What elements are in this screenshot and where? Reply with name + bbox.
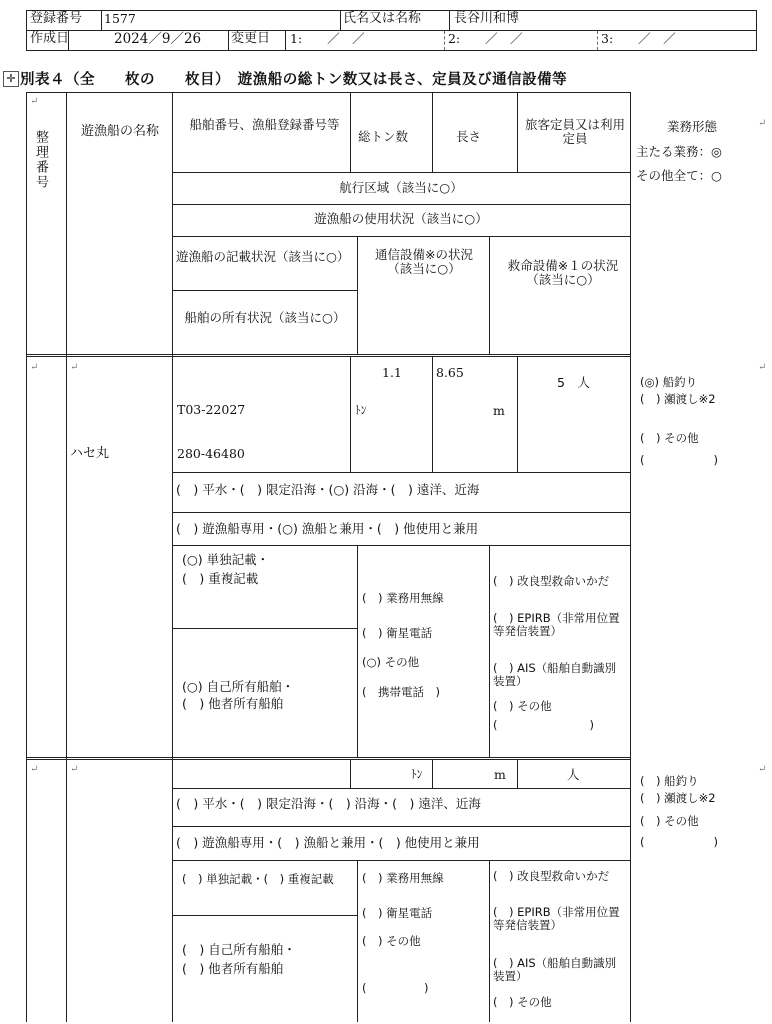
r1-own-other: ( ) 他者所有船舶 xyxy=(182,696,284,711)
r2-record: ( ) 単独記載・( ) 重複記載 xyxy=(182,872,334,886)
r2-res-epirb: ( ) EPIRB（非常用位置等発信装置） xyxy=(493,905,620,933)
r2-res-raft: ( ) 改良型救命いかだ xyxy=(493,869,610,883)
r2-biz-fishing: ( ) 船釣り xyxy=(640,774,699,788)
r1-record-double: ( ) 重複記載 xyxy=(182,571,259,586)
reg-no-value: 1577 xyxy=(104,11,136,26)
r2-capacity-unit: 人 xyxy=(567,767,580,782)
col-usage-label: 遊漁船の使用状況（該当に○） xyxy=(314,211,488,226)
return-mark: ↵ xyxy=(758,362,767,373)
r1-biz-other: ( ) その他 xyxy=(640,431,699,445)
r1-comm-sat: ( ) 衛星電話 xyxy=(362,626,433,640)
col-tonnage-label: 総トン数 xyxy=(358,129,409,144)
name-value: 長谷川和博 xyxy=(454,11,520,26)
return-mark: ↵ xyxy=(30,764,39,775)
r1-end xyxy=(26,759,630,760)
r2-div-length xyxy=(432,759,433,788)
r2-length-unit: m xyxy=(494,767,506,782)
name-label: 氏名又は名称 xyxy=(343,11,422,26)
r1-end xyxy=(26,757,630,758)
header-div xyxy=(101,10,102,30)
r1-biz-ferry: ( ) 瀬渡し※2 xyxy=(640,392,716,406)
r1-line xyxy=(172,628,357,629)
r1-comm-other-detail: ( 携帯電話 ) xyxy=(362,685,440,699)
r1-res-ais: ( ) AIS（船舶自動識別装置） xyxy=(493,661,617,689)
r1-boat-name: ハセ丸 xyxy=(70,446,110,461)
r1-biz-other-detail: ( ) xyxy=(640,453,718,467)
r1-ton-unit: ﾄﾝ xyxy=(355,403,367,417)
r2-comm-other: ( ) その他 xyxy=(362,934,421,948)
r2-comm-radio: ( ) 業務用無線 xyxy=(362,871,444,885)
col-div-comm xyxy=(357,236,358,354)
table-right xyxy=(630,92,631,1022)
r2-div-comm xyxy=(357,860,358,1022)
col-comm-label: 通信設備※の状況（該当に○） xyxy=(375,247,473,277)
created-date: 2024／9／26 xyxy=(114,31,202,47)
page-title: 別表４（全 枚の 枚目） 遊漁船の総トン数又は長さ、定員及び通信設備等 xyxy=(20,72,568,88)
row-line xyxy=(172,172,630,173)
r2-own-self: ( ) 自己所有船舶・ xyxy=(182,942,296,957)
move-handle-icon[interactable]: ✛ xyxy=(3,71,19,87)
return-mark: ↵ xyxy=(30,96,39,107)
header-div xyxy=(285,30,286,50)
r1-record-single: (○) 単独記載・ xyxy=(182,552,270,567)
changed-label: 変更日 xyxy=(231,31,271,46)
header-div xyxy=(228,30,229,50)
header-bottom-border xyxy=(26,50,756,51)
r1-res-other-detail: ( ) xyxy=(493,718,594,732)
row-line xyxy=(172,290,357,291)
col-boat-name-label: 遊漁船の名称 xyxy=(80,124,159,139)
r2-comm-sat: ( ) 衛星電話 xyxy=(362,906,433,920)
r1-div-tonnage xyxy=(350,356,351,472)
header-end-line xyxy=(26,354,630,355)
r1-biz-fishing: (◎) 船釣り xyxy=(640,375,698,389)
r2-res-ais: ( ) AIS（船舶自動識別装置） xyxy=(493,956,617,984)
col-area-label: 航行区域（該当に○） xyxy=(339,180,463,195)
return-mark: ↵ xyxy=(758,118,767,129)
r1-length: 8.65 xyxy=(436,365,464,380)
col-div-tonnage xyxy=(350,92,351,172)
row-line xyxy=(172,204,630,205)
col-ownership-label: 船舶の所有状況（該当に○） xyxy=(184,310,346,325)
header-end-line xyxy=(26,356,630,357)
return-mark: ↵ xyxy=(70,362,79,373)
r1-tonnage: 1.1 xyxy=(382,365,402,380)
r2-area: ( ) 平水・( ) 限定沿海・( ) 沿海・( ) 遠洋、近海 xyxy=(176,796,481,811)
header-div xyxy=(340,10,341,30)
r1-own-self: (○) 自己所有船舶・ xyxy=(182,679,295,694)
r1-capacity: 5 人 xyxy=(557,375,590,390)
r1-div-comm xyxy=(357,545,358,757)
header-left-border xyxy=(26,10,27,51)
row-line xyxy=(172,236,630,237)
col-business-label: 業務形態 xyxy=(666,119,717,134)
col-business-main: 主たる業務：◎ xyxy=(636,144,722,159)
col-record-label: 遊漁船の記載状況（該当に○） xyxy=(176,249,350,264)
created-label: 作成日 xyxy=(30,31,70,46)
r1-res-epirb: ( ) EPIRB（非常用位置等発信装置） xyxy=(493,611,620,639)
r1-usage: ( ) 遊漁船専用・(○) 漁船と兼用・( ) 他使用と兼用 xyxy=(176,521,479,536)
change-date-1: 1: ／ ／ xyxy=(290,31,365,46)
r2-comm-other-detail: ( ) xyxy=(362,981,429,995)
col-div-length xyxy=(432,92,433,172)
r1-area: ( ) 平水・( ) 限定沿海・(○) 沿海・( ) 遠洋、近海 xyxy=(176,482,480,497)
r1-line xyxy=(172,545,630,546)
r1-div-length xyxy=(432,356,433,472)
col-business-other: その他全て：○ xyxy=(636,168,722,183)
r1-res-raft: ( ) 改良型救命いかだ xyxy=(493,574,610,588)
col-seiri-label: 整理番号 xyxy=(32,130,48,190)
col-ship-no-label: 船舶番号、漁船登録番号等 xyxy=(189,117,340,132)
return-mark: ↵ xyxy=(70,764,79,775)
r2-biz-other-detail: ( ) xyxy=(640,835,718,849)
return-mark: ↵ xyxy=(758,764,767,775)
r1-line xyxy=(172,512,630,513)
col-div-name xyxy=(172,92,173,1022)
r1-comm-radio: ( ) 業務用無線 xyxy=(362,591,444,605)
col-rescue-label: 救命設備※１の状況（該当に○） xyxy=(507,258,619,288)
r2-ton-unit: ﾄﾝ xyxy=(411,767,423,781)
r1-comm-other: (○) その他 xyxy=(362,655,420,669)
r1-res-other: ( ) その他 xyxy=(493,699,552,713)
header-right-border xyxy=(756,10,757,51)
r2-line xyxy=(172,860,630,861)
r2-usage: ( ) 遊漁船専用・( ) 漁船と兼用・( ) 他使用と兼用 xyxy=(176,835,480,850)
r2-res-other: ( ) その他 xyxy=(493,995,552,1009)
r2-line xyxy=(172,915,357,916)
r1-line xyxy=(172,472,630,473)
change-date-2: 2: ／ ／ xyxy=(448,31,523,46)
col-div-rescue xyxy=(489,236,490,354)
r1-ship-no: T03-22027 xyxy=(177,402,246,417)
return-mark: ↵ xyxy=(30,362,39,373)
col-div-seiri xyxy=(66,92,67,1022)
r1-length-unit: m xyxy=(493,403,505,418)
r1-div-capacity xyxy=(517,356,518,472)
r1-div-rescue xyxy=(489,545,490,757)
table-left xyxy=(26,92,27,1022)
header-div xyxy=(449,10,450,30)
r2-line xyxy=(172,826,630,827)
header-dashed xyxy=(444,31,445,50)
col-length-label: 長さ xyxy=(456,129,482,144)
r2-line xyxy=(172,788,630,789)
r2-biz-ferry: ( ) 瀬渡し※2 xyxy=(640,791,716,805)
r2-biz-other: ( ) その他 xyxy=(640,814,699,828)
table-top xyxy=(26,92,630,93)
r2-div-rescue xyxy=(489,860,490,1022)
header-dashed xyxy=(597,31,598,50)
reg-no-label: 登録番号 xyxy=(30,11,83,26)
r2-div-capacity xyxy=(517,759,518,788)
r1-reg-no: 280-46480 xyxy=(177,446,245,461)
col-capacity-label: 旅客定員又は利用定員 xyxy=(524,117,625,147)
r2-own-other: ( ) 他者所有船舶 xyxy=(182,961,284,976)
change-date-3: 3: ／ ／ xyxy=(601,31,676,46)
r2-div-tonnage xyxy=(350,759,351,788)
col-div-capacity xyxy=(517,92,518,172)
